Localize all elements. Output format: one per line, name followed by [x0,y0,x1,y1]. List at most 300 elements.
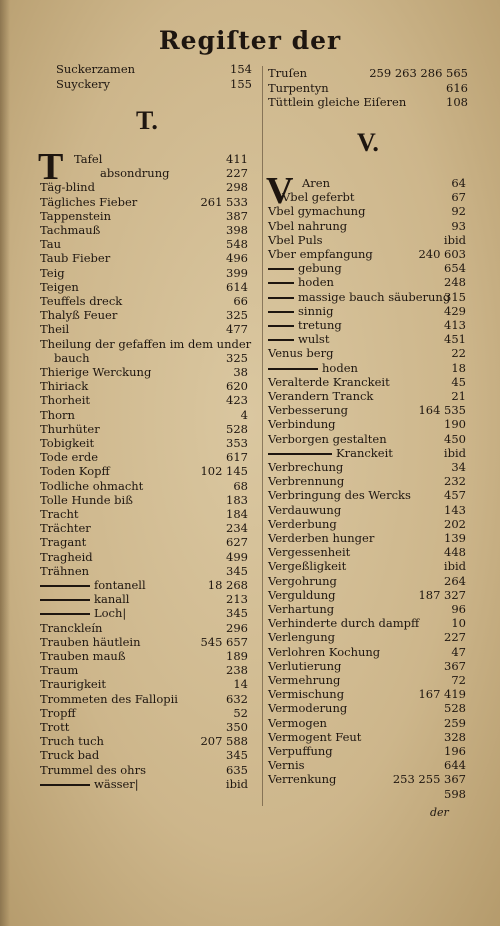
index-entry [268,417,466,431]
entry-term: Thorn [40,407,75,422]
ditto-rule [40,585,90,587]
entry-term: Venus berg [268,346,334,361]
ditto-rule [40,784,90,786]
entry-pages: 18 [451,360,466,375]
entry-pages: 644 [444,758,466,773]
entry-term: Vermoderung [268,701,348,716]
entry-pages: 187 327 [418,587,466,602]
index-entry [268,346,466,360]
entry-pages: 190 [444,417,466,432]
entry-term: Tafel [74,152,103,166]
entry-pages: 240 603 [418,247,466,261]
entry-term: kanall [94,592,130,607]
entry-pages: 451 [444,332,466,347]
entry-term: Trächter [40,521,91,536]
entry-pages: 227 [444,630,466,645]
entry-term: Suyckery [56,76,110,91]
index-entry [268,432,466,446]
index-entry [268,403,466,417]
entry-term: Taub Fieber [40,251,111,266]
index-entry [40,521,248,535]
entry-term: Verguldung [268,587,336,602]
index-entry [40,748,248,762]
entry-pages: 616 [446,80,468,95]
entry-term: Tau [40,237,62,252]
entry-term: Verbrechung [268,460,344,474]
entry-pages: 68 [233,478,248,493]
entry-term: Thalyß Feuer [40,308,118,323]
entry-pages: ibid [443,559,466,574]
entry-pages: 92 [451,204,466,219]
entry-term: Aren [302,176,331,190]
entry-term: Verpuffung [268,744,333,758]
entry-pages: 345 [226,563,248,578]
entry-pages: 143 [444,502,466,517]
index-entry [56,62,252,77]
index-entry [268,261,466,275]
index-entry [268,375,466,389]
entry-pages: 52 [233,705,248,720]
entry-pages: 14 [233,677,248,692]
entry-term: Vergessenheit [268,545,351,560]
entry-pages: 617 [226,450,248,465]
entry-pages: 545 657 [200,634,248,649]
entry-term: Vbel geferbt [282,190,355,205]
entry-pages: 66 [233,294,248,308]
entry-term: Turpentyn [268,80,329,95]
index-entry [40,209,248,223]
entry-term: wulst [298,332,330,347]
ditto-rule [268,311,294,313]
index-entry [268,190,466,204]
entry-term: Loch| [94,606,127,621]
index-entry [40,436,248,450]
entry-pages: 167 419 [418,687,466,702]
index-entry [268,503,466,517]
entry-pages: 296 [226,620,248,635]
index-entry [40,507,248,521]
index-entry [268,616,466,630]
entry-pages: 45 [451,374,466,389]
entry-term: Tragheid [40,549,93,564]
index-entry [268,716,466,730]
entry-term: Toden Kopff [40,464,110,479]
entry-term: Verbindung [268,417,336,432]
entry-pages: 620 [226,379,248,394]
entry-term: Truck bad [40,748,100,763]
index-entry [268,446,466,460]
entry-pages: 548 [226,237,248,252]
entry-term: Tüttlein gleiche Eiſeren [268,95,407,109]
index-entry [268,758,466,772]
entry-pages: 654 [444,261,466,276]
entry-term: Thiriack [40,379,89,394]
index-entry [40,336,252,351]
entry-pages: 477 [226,322,248,337]
index-entry [268,66,468,81]
entry-term: Teig [40,265,65,280]
index-entry [40,592,248,606]
entry-pages: 164 535 [418,403,466,418]
entry-term: Verandern Tranck [268,389,374,403]
entry-term: Tägliches Fieber [40,194,138,209]
entry-pages: 189 [226,649,248,663]
page-header: Regiſter der [158,26,342,55]
entry-pages: 367 [444,658,466,673]
index-entry [40,166,248,180]
entry-term: Verdauwung [268,502,342,517]
entry-term: Vermogen [268,715,327,730]
entry-term: Verderbung [268,516,337,531]
index-entry [40,379,248,393]
entry-pages: 18 268 [207,578,248,592]
entry-pages: 528 [226,421,248,436]
ditto-rule [268,339,294,341]
entry-pages: 598 [444,786,466,801]
entry-term: Theilung der gefaffen im dem under [40,336,252,351]
entry-pages: 398 [226,223,248,237]
entry-term: Trauben mauß [40,649,126,663]
entry-pages: 496 [226,251,248,266]
entry-term: Tranckleín [40,620,103,635]
entry-term: Vernis [268,758,305,773]
entry-term: massige bauch säuberung [298,289,451,304]
entry-pages: ibid [443,445,466,460]
entry-term: Tropff [40,705,76,720]
index-entry [268,645,466,659]
entry-pages: 93 [451,218,466,233]
index-entry [268,545,466,559]
index-entry [40,195,248,209]
index-entry [40,393,248,407]
entry-pages: 67 [451,190,466,205]
entry-pages: 108 [446,95,468,109]
entry-pages: 457 [444,488,466,503]
index-entry [40,706,248,720]
index-entry [268,275,466,289]
entry-pages: 528 [444,701,466,716]
entry-pages: 184 [226,507,248,521]
index-entry [40,777,248,791]
index-entry [268,488,466,502]
entry-pages: 10 [451,616,466,631]
index-entry [40,266,248,280]
entry-term: Tolle Hunde biß [40,492,133,507]
entry-pages: ibid [443,232,466,247]
ditto-rule [268,297,294,299]
index-entry [40,464,248,478]
index-entry [56,77,252,92]
index-entry [268,517,466,531]
entry-term: Traum [40,663,79,678]
index-entry [40,237,248,251]
entry-pages: 207 588 [200,734,248,749]
entry-term: Vermogent Feut [268,729,362,744]
entry-pages: 264 [444,573,466,588]
entry-pages: 315 [444,289,466,304]
entry-pages: 632 [226,691,248,706]
entry-term: Trott [40,720,70,734]
index-entry [40,564,248,578]
entry-term: Vber empfangung [268,247,373,261]
entry-pages: 627 [226,535,248,550]
entry-pages: 102 145 [200,464,248,479]
entry-pages: 4 [240,407,248,422]
index-entry [268,574,466,588]
index-entry [268,318,466,332]
entry-pages: 202 [444,516,466,531]
entry-term: Trommeten des Fallopii [40,691,178,706]
entry-term: Täg-blind [40,180,95,195]
ditto-rule [268,368,318,370]
entry-pages: 232 [444,474,466,489]
entry-term: Tracht [40,507,79,521]
entry-pages: 183 [226,492,248,507]
index-entry [40,692,248,706]
entry-term: Vermehrung [268,673,341,687]
index-entry [268,474,466,488]
index-entry [40,308,248,322]
index-entry [268,219,466,233]
index-entry [40,223,248,237]
index-entry [40,578,248,592]
index-entry [268,290,466,304]
entry-term: hoden [322,360,358,375]
entry-term: Truſen [268,66,308,80]
index-entry [40,663,248,677]
index-entry [268,588,466,602]
index-entry [268,460,466,474]
entry-pages: 325 [226,308,248,323]
index-entry [268,304,466,318]
drop-cap: V [266,170,294,212]
entry-pages: 259 [444,715,466,730]
entry-pages: 47 [451,644,466,659]
entry-pages: 450 [444,431,466,446]
drop-cap: T [38,146,64,188]
entry-term: Vbel gymachung [268,204,366,219]
entry-pages: 34 [451,460,466,474]
index-entry [268,687,466,701]
index-entry [268,602,466,616]
index-entry [268,730,466,744]
entry-term: Verlengung [268,630,335,645]
index-entry [40,649,248,663]
entry-term: Verbringung des Wercks [268,488,411,503]
entry-pages: 238 [226,663,248,678]
entry-term: bauch [54,350,90,365]
entry-term: Traurigkeit [40,677,107,692]
entry-pages: 499 [226,549,248,564]
entry-pages: 248 [444,275,466,290]
index-entry [40,621,248,635]
entry-pages: 411 [226,152,248,166]
index-entry [268,744,466,758]
entry-term: Tragant [40,535,87,550]
column-divider [262,66,263,806]
entry-pages: 259 263 286 565 [369,66,468,80]
index-entry [268,81,468,96]
entry-term: tretung [298,318,342,332]
index-entry [268,673,466,687]
section-letter-v: V. [357,128,379,157]
entry-pages: 261 533 [200,194,248,209]
index-entry [40,450,248,464]
index-entry [268,772,466,786]
entry-term: Tappenstein [40,208,111,223]
index-entry [40,180,248,194]
entry-term: Suckerzamen [56,62,136,76]
entry-pages: 413 [444,318,466,332]
entry-term: wässer| [94,776,139,791]
entry-term: Verderben hunger [268,531,375,545]
entry-pages: 64 [451,176,466,190]
ditto-rule [268,325,294,327]
entry-pages: 253 255 367 [392,772,466,787]
index-entry [40,734,248,748]
entry-pages: 154 [230,62,252,76]
page-edge [0,0,10,926]
index-entry [40,493,248,507]
index-entry [268,701,466,715]
entry-pages: 22 [451,346,466,361]
entry-pages: 325 [226,350,248,365]
entry-term: fontanell [94,578,146,592]
entry-pages: 234 [226,521,248,536]
ditto-rule [268,453,332,455]
ditto-rule [268,282,294,284]
entry-pages: 399 [226,265,248,280]
entry-term: Tode erde [40,450,98,465]
index-entry [40,152,248,166]
entry-term: Vbel Puls [268,232,323,247]
index-entry [40,322,248,336]
entry-pages: 96 [451,602,466,616]
section-letter-t: T. [136,106,158,135]
entry-pages: 635 [226,762,248,777]
entry-pages: ibid [225,776,248,791]
entry-term: Veralterde Kranckeit [268,374,390,389]
entry-term: Thierige Werckung [40,365,152,379]
entry-term: Verborgen gestalten [268,431,387,446]
entry-pages: 353 [226,436,248,450]
index-entry [40,535,248,549]
index-entry [40,720,248,734]
index-entry [40,251,248,265]
index-entry [268,204,466,218]
entry-term: Thurhüter [40,421,100,436]
index-entry [268,176,466,190]
ditto-rule [40,613,90,615]
entry-term: Teigen [40,279,79,294]
entry-term: Todliche ohmacht [40,478,144,493]
entry-term: Trummel des ohrs [40,762,146,777]
entry-term: Tobigkeit [40,436,95,450]
index-entry [40,351,248,365]
index-entry [40,280,248,294]
index-entry [40,294,248,308]
index-entry [268,95,468,110]
index-entry [268,332,466,346]
entry-term: Vergeßligkeit [268,559,347,574]
entry-pages: 38 [233,365,248,379]
entry-term: Verbesserung [268,403,349,418]
index-entry [268,630,466,644]
index-entry [268,787,466,801]
entry-pages: 227 [226,166,248,181]
index-entry [268,559,466,573]
entry-pages: 350 [226,720,248,734]
entry-pages: 328 [444,729,466,744]
index-entry [268,361,466,375]
entry-term: Verlohren Kochung [268,644,381,659]
entry-term: Kranckeit [336,445,393,460]
entry-term: Truch tuch [40,734,104,749]
entry-pages: 21 [451,389,466,403]
entry-term: Theil [40,322,70,337]
ditto-rule [268,268,294,270]
entry-pages: 345 [226,748,248,763]
entry-term: Verhinderte durch dampff [268,616,420,631]
entry-term: gebung [298,261,342,276]
entry-pages: 345 [226,606,248,621]
index-entry [40,763,248,777]
entry-pages: 387 [226,208,248,223]
catchword: der [430,806,449,819]
entry-term: Vbel nahrung [268,218,348,233]
entry-pages: 139 [444,531,466,545]
entry-term: Verbrennung [268,474,345,489]
entry-pages: 213 [226,592,248,607]
index-entry [40,408,248,422]
entry-pages: 298 [226,180,248,195]
index-entry [40,635,248,649]
index-entry [268,247,466,261]
entry-pages: 423 [226,393,248,408]
entry-term: Verrenkung [268,772,337,787]
entry-term: Vergohrung [268,573,337,588]
index-entry [40,550,248,564]
entry-pages: 72 [451,673,466,687]
entry-term: Teuffels dreck [40,294,123,308]
index-entry [268,233,466,247]
index-entry [40,365,248,379]
ditto-rule [40,599,90,601]
entry-pages: 196 [444,744,466,758]
entry-pages: 614 [226,279,248,294]
entry-term: Thorheit [40,393,91,408]
index-entry [268,531,466,545]
entry-term: Verhartung [268,602,335,616]
entry-pages: 448 [444,545,466,560]
entry-term: Trähnen [40,563,90,578]
index-entry [268,389,466,403]
entry-term: absondrung [100,166,170,181]
index-entry [40,479,248,493]
entry-term: hoden [298,275,334,290]
entry-term: Tachmauß [40,223,101,237]
index-entry [40,606,248,620]
entry-term: Vermischung [268,687,345,702]
entry-term: sinnig [298,303,334,318]
entry-pages: 155 [230,76,252,91]
index-entry [40,422,248,436]
index-entry [268,659,466,673]
entry-term: Verlutierung [268,658,342,673]
entry-pages: 429 [444,303,466,318]
entry-term: Trauben häutlein [40,634,141,649]
index-entry [40,677,248,691]
